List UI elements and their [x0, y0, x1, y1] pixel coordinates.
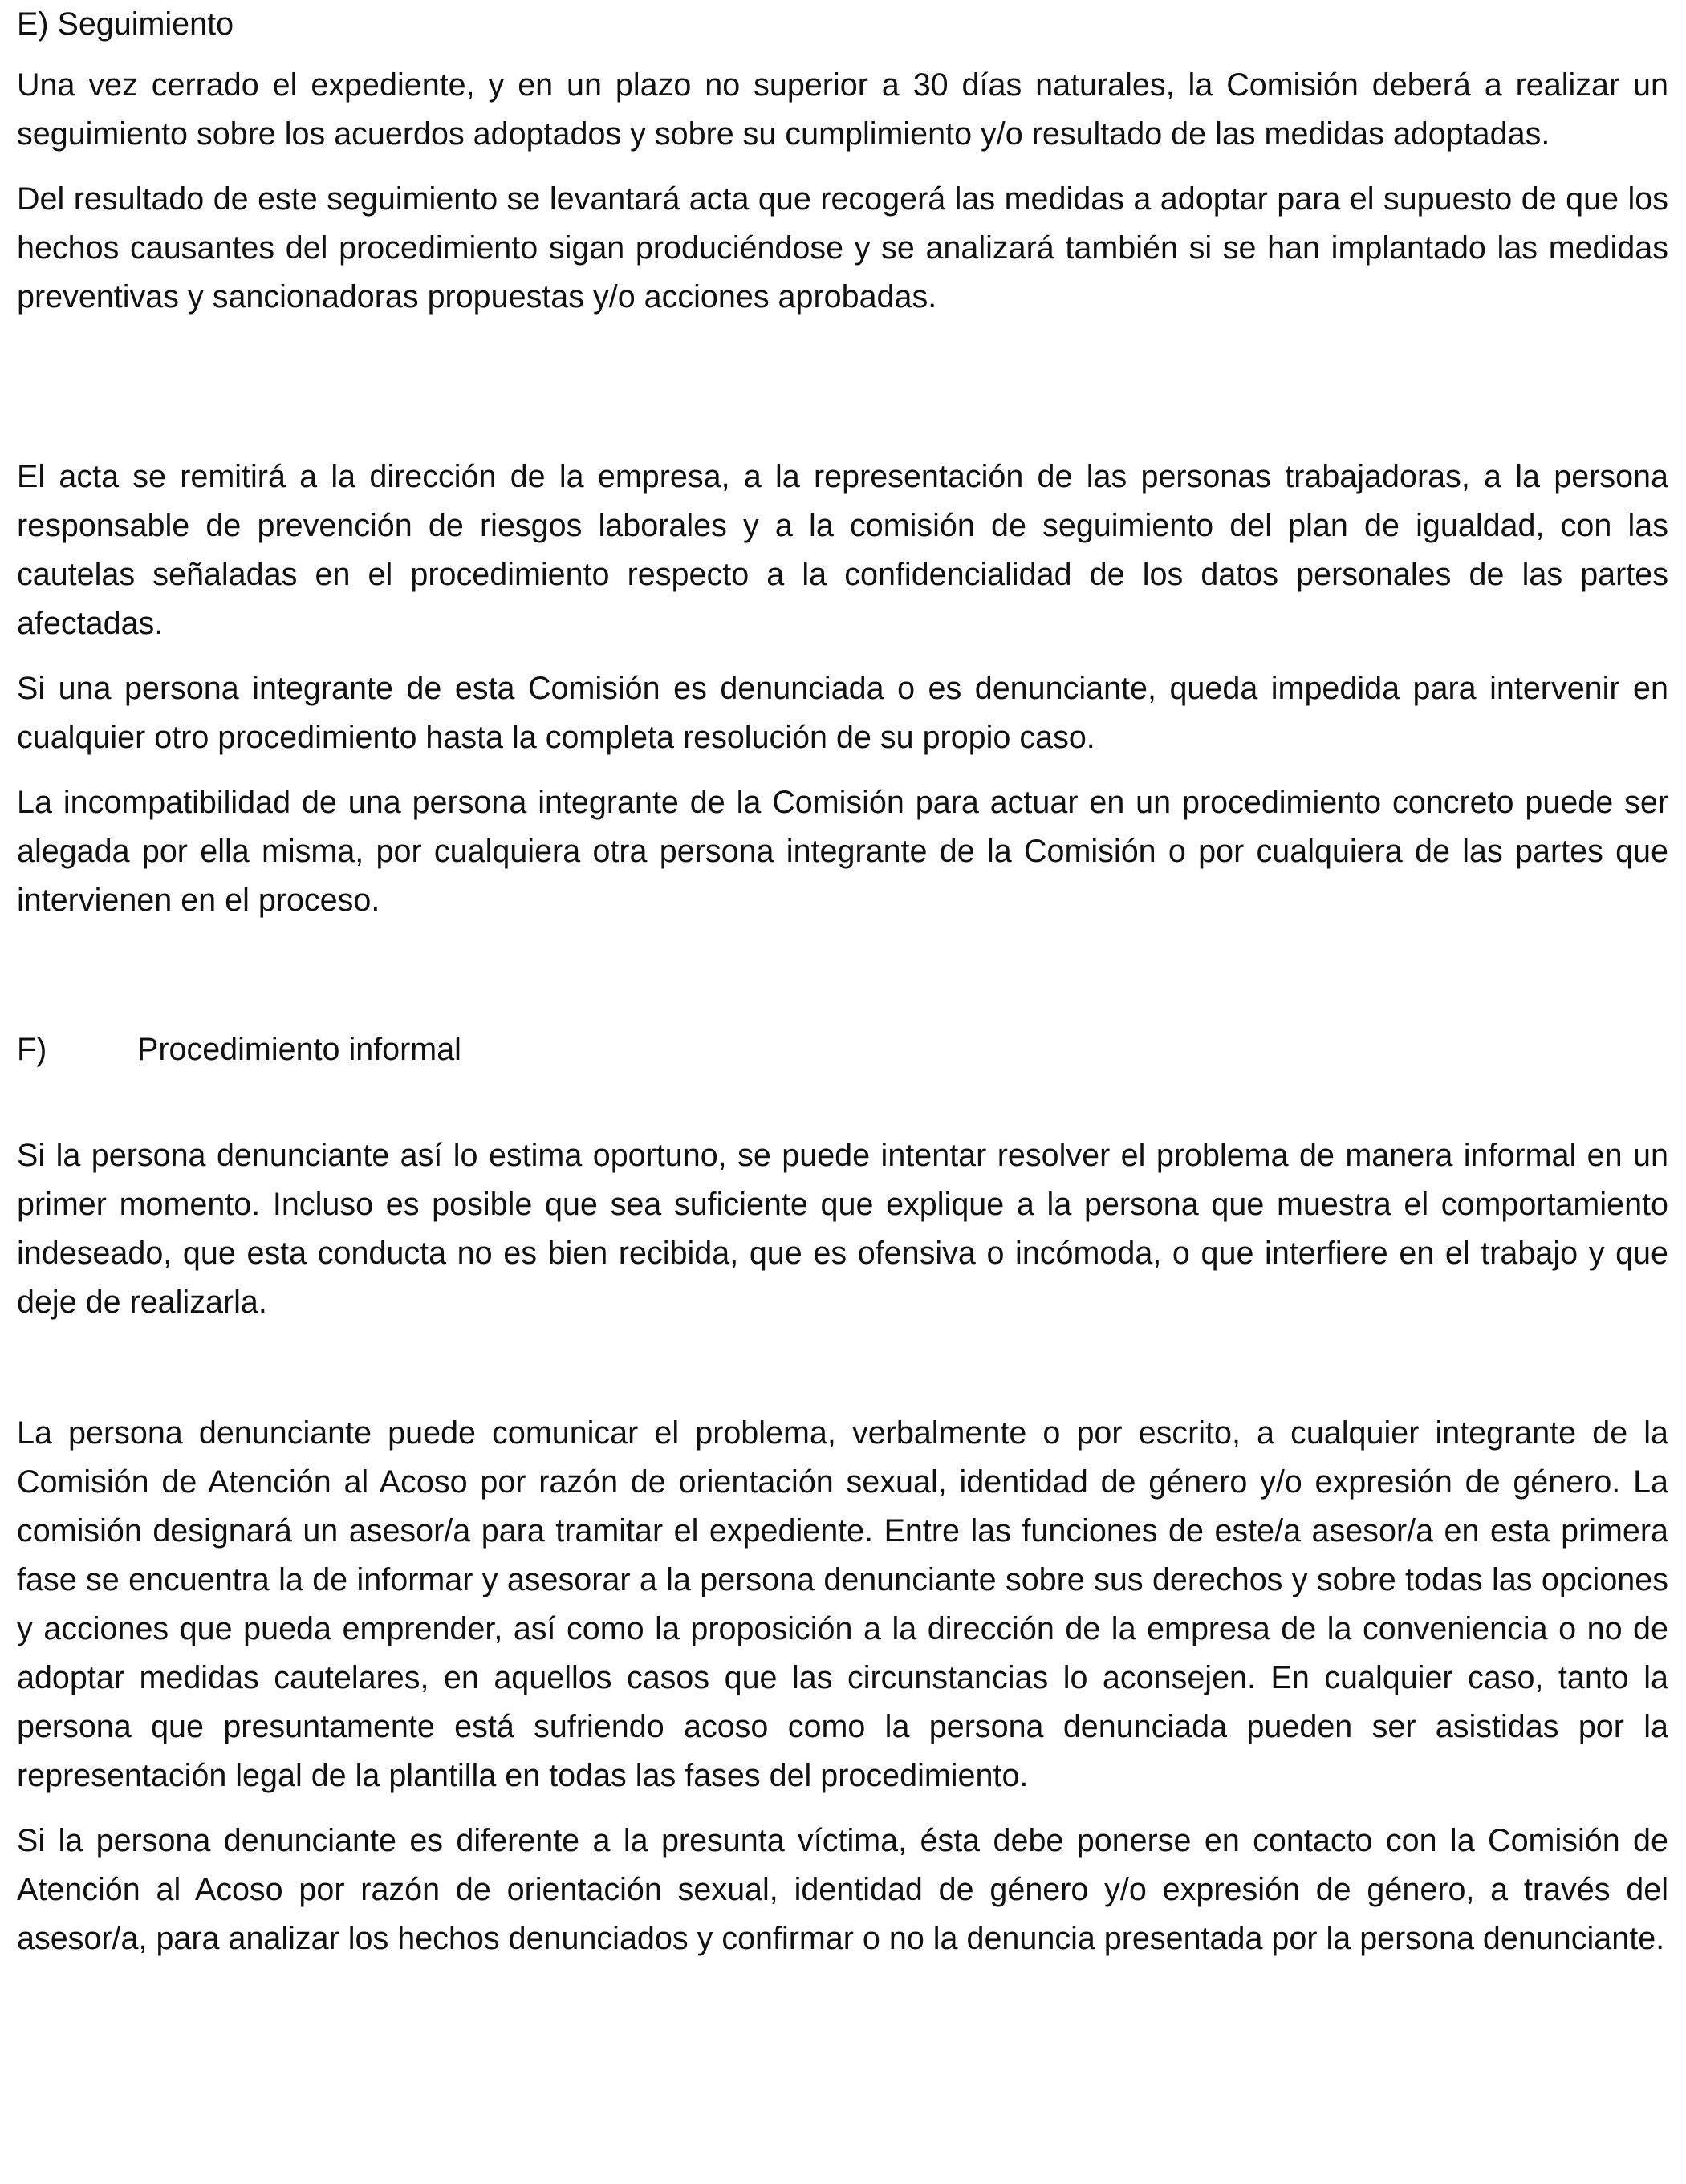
- section-e-paragraph-3: El acta se remitirá a la dirección de la empresa, a la representación de las personas trabajadoras, a la persona responsable de prevención de riesgos laborales y a la comisión de seguimiento del plan de igualdad, con las cautelas señaladas en el procedimiento respecto a la confidencialidad de los datos personales de las partes afectadas.: [17, 459, 1668, 641]
- document-page: [17, 0, 1668, 1963]
- section-f-heading: [17, 1025, 1668, 1074]
- section-f-paragraph-3: Si la persona denunciante es diferente a la presunta víctima, ésta debe ponerse en contacto con la Comisión de Atención al Acoso por razón de orientación sexual, identidad de género y/o expresión de género, a través del asesor/a, para analizar los hechos denunciados y confirmar o no la denuncia presentada por la persona denunciante.: [17, 1823, 1668, 1956]
- section-e-paragraph-5: La incompatibilidad de una persona integrante de la Comisión para actuar en un procedimiento concreto puede ser alegada por ella misma, por cualquiera otra persona integrante de la Comisión o por cualquiera de las partes que intervienen en el proceso.: [17, 785, 1668, 918]
- section-e-heading: E) Seguimiento: [17, 6, 234, 42]
- section-f-paragraph-2: La persona denunciante puede comunicar el problema, verbalmente o por escrito, a cualquier integrante de la Comisión de Atención al Acoso por razón de orientación sexual, identidad de género y/o expresión de género. La comisión designará un asesor/a para tramitar el expediente. Entre las funciones de este/a asesor/a en esta primera fase se encuentra la de informar y asesorar a la persona denunciante sobre sus derechos y sobre todas las opciones y acciones que pueda emprender, así como la proposición a la dirección de la empresa de la conveniencia o no de adoptar medidas cautelares, en aquellos casos que las circunstancias lo aconsejen. En cualquier caso, tanto la persona que presuntamente está sufriendo acoso como la persona denunciada pueden ser asistidas por la representación legal de la plantilla en todas las fases del procedimiento.: [17, 1415, 1668, 1793]
- section-f-title: Procedimiento informal: [137, 1032, 461, 1067]
- section-f-letter: F): [17, 1032, 47, 1067]
- section-e-paragraph-4: Si una persona integrante de esta Comisión es denunciada o es denunciante, queda impedida para intervenir en cualquier otro procedimiento hasta la completa resolución de su propio caso.: [17, 671, 1668, 755]
- section-e-paragraph-1: Una vez cerrado el expediente, y en un plazo no superior a 30 días naturales, la Comisión deberá a realizar un seguimiento sobre los acuerdos adoptados y sobre su cumplimiento y/o resultado de las medidas adoptadas.: [17, 67, 1668, 152]
- section-f-paragraph-1: Si la persona denunciante así lo estima oportuno, se puede intentar resolver el problema de manera informal en un primer momento. Incluso es posible que sea suficiente que explique a la persona que muestra el comportamiento indeseado, que esta conducta no es bien recibida, que es ofensiva o incómoda, o que interfiere en el trabajo y que deje de realizarla.: [17, 1138, 1668, 1320]
- section-e-paragraph-2: Del resultado de este seguimiento se levantará acta que recogerá las medidas a adoptar para el supuesto de que los hechos causantes del procedimiento sigan produciéndose y se analizará también si se han implantado las medidas preventivas y sancionadoras propuestas y/o acciones aprobadas.: [17, 181, 1668, 315]
